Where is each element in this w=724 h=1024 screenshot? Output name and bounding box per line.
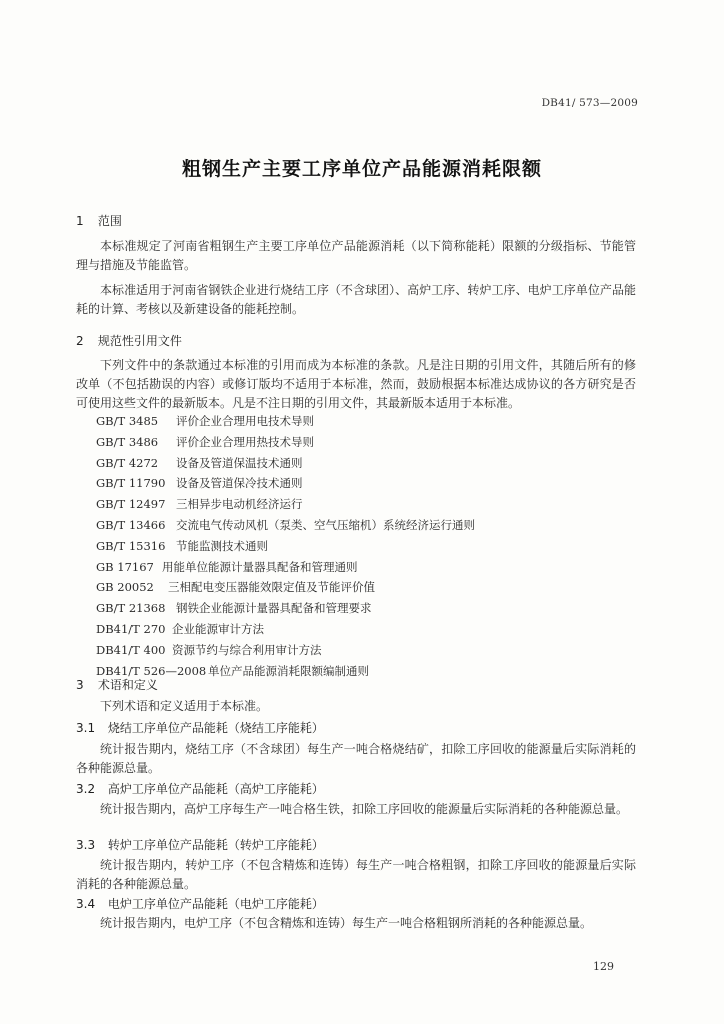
reference-code: GB/T 3485 <box>96 414 159 428</box>
standard-number: DB41/ 573—2009 <box>541 97 638 109</box>
normative-references-list <box>96 413 475 683</box>
reference-item <box>96 475 475 496</box>
term-title: 电炉工序单位产品能耗（电炉工序能耗） <box>107 897 324 911</box>
term-title: 烧结工序单位产品能耗（烧结工序能耗） <box>107 721 324 735</box>
reference-title: 三相异步电动机经济运行 <box>176 497 303 512</box>
reference-title: 评价企业合理用热技术导则 <box>176 434 314 449</box>
term-3-3-body: 统计报告期内，转炉工序（不包含精炼和连铸）每生产一吨合格粗钢，扣除工序回收的能源量后实际消耗的各种能源总量。 <box>76 858 636 891</box>
reference-code: GB 17167 <box>96 559 154 574</box>
reference-code: GB 20052 <box>96 580 154 595</box>
reference-item <box>96 600 475 621</box>
reference-code: GB/T 15316 <box>96 538 166 553</box>
reference-title: 节能监测技术通则 <box>176 538 268 553</box>
reference-title: 设备及管道保冷技术通则 <box>176 476 303 491</box>
section-1-heading <box>76 212 122 229</box>
section-title: 规范性引用文件 <box>97 334 182 348</box>
reference-item <box>96 434 475 455</box>
section-title: 范围 <box>97 214 122 228</box>
section-1-paragraph-2: 本标准适用于河南省钢铁企业进行烧结工序（不含球团）、高炉工序、转炉工序、电炉工序单位产品能耗的计算、考核以及新建设备的能耗控制。 <box>76 283 636 316</box>
reference-code: DB41/T 270 <box>96 621 166 636</box>
reference-title: 企业能源审计方法 <box>172 621 264 636</box>
reference-code: GB/T 13466 <box>96 517 166 532</box>
section-1-paragraph-1: 本标准规定了河南省粗钢生产主要工序单位产品能源消耗（以下简称能耗）限额的分级指标、节能管理与措施及节能监管。 <box>76 239 636 272</box>
reference-code: DB41/T 526—2008 <box>96 663 207 678</box>
reference-item <box>96 413 475 434</box>
section-3-intro: 下列术语和定义适用于本标准。 <box>100 699 269 713</box>
reference-code: GB/T 4272 <box>96 455 159 470</box>
section-number: 1 <box>76 214 84 228</box>
term-3-4-body: 统计报告期内，电炉工序（不包含精炼和连铸）每生产一吨合格粗钢所消耗的各种能源总量。 <box>100 916 593 930</box>
document-title: 粗钢生产主要工序单位产品能源消耗限额 <box>181 158 542 180</box>
term-3-4-heading <box>76 895 324 912</box>
reference-title: 钢铁企业能源计量器具配备和管理要求 <box>176 601 372 616</box>
term-number: 3.2 <box>76 782 96 796</box>
term-title: 转炉工序单位产品能耗（转炉工序能耗） <box>107 838 324 852</box>
reference-title: 资源节约与综合利用审计方法 <box>172 642 322 657</box>
reference-title: 设备及管道保温技术通则 <box>176 455 303 470</box>
reference-title: 用能单位能源计量器具配备和管理通则 <box>162 559 358 574</box>
reference-title: 单位产品能源消耗限额编制通则 <box>208 663 369 678</box>
reference-code: GB/T 21368 <box>96 601 166 616</box>
reference-item <box>96 517 475 538</box>
term-number: 3.3 <box>76 838 96 852</box>
reference-item <box>96 579 475 600</box>
term-number: 3.1 <box>76 721 96 735</box>
reference-code: GB/T 3486 <box>96 434 159 449</box>
reference-title: 三相配电变压器能效限定值及节能评价值 <box>168 580 375 595</box>
reference-title: 评价企业合理用电技术导则 <box>176 414 314 428</box>
term-3-2-heading <box>76 780 324 797</box>
section-title: 术语和定义 <box>97 678 158 692</box>
reference-item <box>96 559 475 580</box>
reference-item <box>96 642 475 663</box>
page-number: 129 <box>593 960 614 973</box>
term-3-2-body: 统计报告期内，高炉工序每生产一吨合格生铁，扣除工序回收的能源量后实际消耗的各种能源总量。 <box>100 802 629 816</box>
reference-item <box>96 538 475 559</box>
reference-code: DB41/T 400 <box>96 642 166 657</box>
term-number: 3.4 <box>76 897 96 911</box>
section-3-heading <box>76 676 158 693</box>
reference-code: GB/T 12497 <box>96 497 166 512</box>
term-3-1-heading <box>76 719 324 736</box>
reference-title: 交流电气传动风机（泵类、空气压缩机）系统经济运行通则 <box>176 517 475 532</box>
section-number: 2 <box>76 334 84 348</box>
reference-item <box>96 496 475 517</box>
term-title: 高炉工序单位产品能耗（高炉工序能耗） <box>107 782 324 796</box>
term-3-3-heading <box>76 836 324 853</box>
reference-item <box>96 621 475 642</box>
section-number: 3 <box>76 678 84 692</box>
reference-item <box>96 455 475 476</box>
section-2-heading <box>76 332 182 349</box>
reference-code: GB/T 11790 <box>96 476 166 491</box>
section-2-intro: 下列文件中的条款通过本标准的引用而成为本标准的条款。凡是注日期的引用文件，其随后所有的修改单（不包括勘误的内容）或修订版均不适用于本标准，然而，鼓励根据本标准达成协议的各方研究是否可使用这些文件的最新版本。凡是不注日期的引用文件，其最新版本适用于本标准。 <box>76 358 636 410</box>
term-3-1-body: 统计报告期内，烧结工序（不含球团）每生产一吨合格烧结矿，扣除工序回收的能源量后实际消耗的各种能源总量。 <box>76 742 636 775</box>
